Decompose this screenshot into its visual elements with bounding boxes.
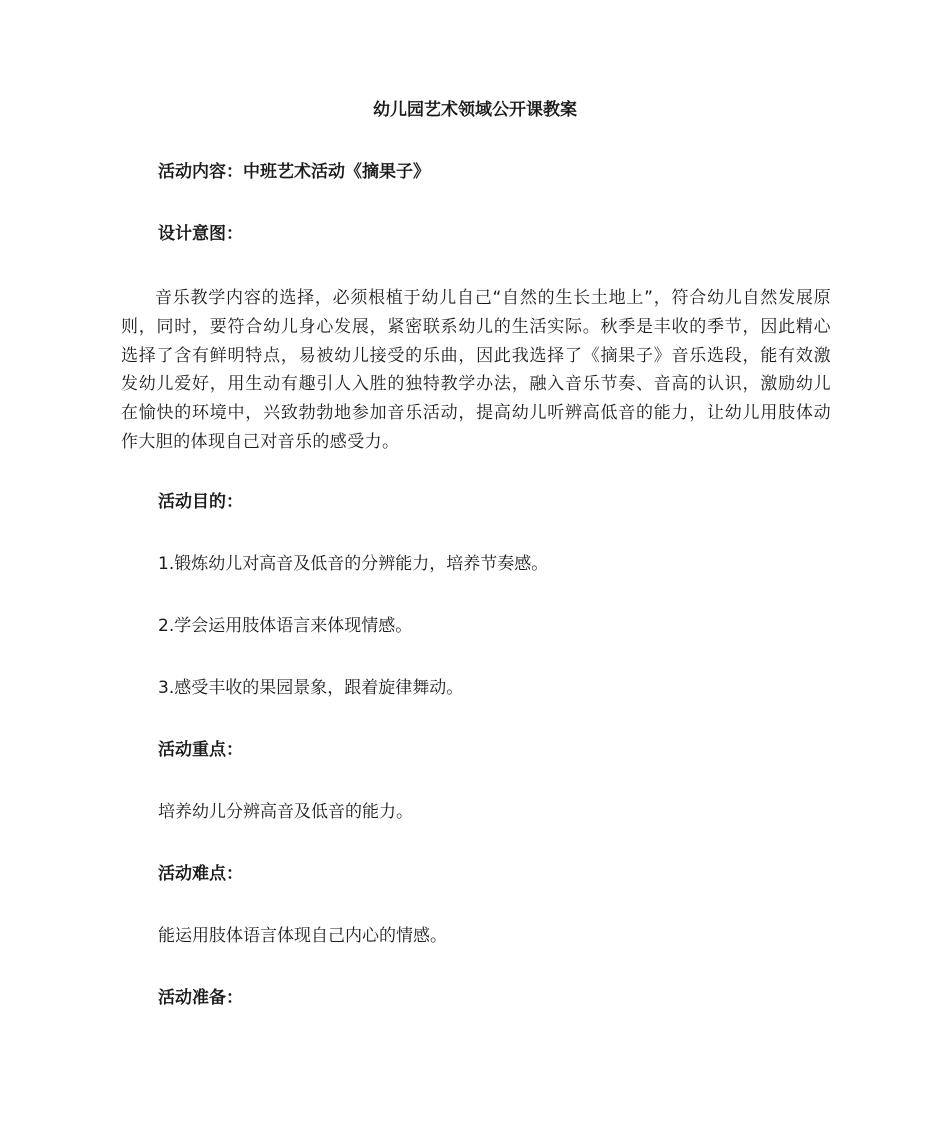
activity-content-heading: 活动内容：中班艺术活动《摘果子》 [158, 162, 430, 182]
design-intent-heading: 设计意图： [158, 224, 243, 244]
preparation-heading: 活动准备： [158, 988, 243, 1008]
goal-item-2: 2.学会运用肢体语言来体现情感。 [158, 616, 413, 636]
document-title: 幼儿园艺术领域公开课教案 [373, 100, 577, 120]
goals-heading: 活动目的： [158, 492, 243, 512]
goal-item-3: 3.感受丰收的果园景象，跟着旋律舞动。 [158, 678, 464, 698]
difficulty-text: 能运用肢体语言体现自己内心的情感。 [158, 926, 447, 946]
key-point-text: 培养幼儿分辨高音及低音的能力。 [158, 802, 413, 822]
difficulty-heading: 活动难点： [158, 864, 243, 884]
design-intent-paragraph: 音乐教学内容的选择，必须根植于幼儿自己“自然的生长土地上”，符合幼儿自然发展原则，同时，要符合幼儿身心发展，紧密联系幼儿的生活实际。秋季是丰收的季节，因此精心选择了含有鲜明特点，易被幼儿接受的乐曲，因此我选择了《摘果子》音乐选段，能有效激发幼儿爱好，用生动有趣引人入胜的独特教学办法，融入音乐节奏、音高的认识，激励幼儿在愉快的环境中，兴致勃勃地参加音乐活动，提高幼儿听辨高低音的能力，让幼儿用肢体动作大胆的体现自己对音乐的感受力。 [121, 288, 831, 452]
goal-item-1: 1.锻炼幼儿对高音及低音的分辨能力，培养节奏感。 [158, 554, 549, 574]
key-point-heading: 活动重点： [158, 740, 243, 760]
